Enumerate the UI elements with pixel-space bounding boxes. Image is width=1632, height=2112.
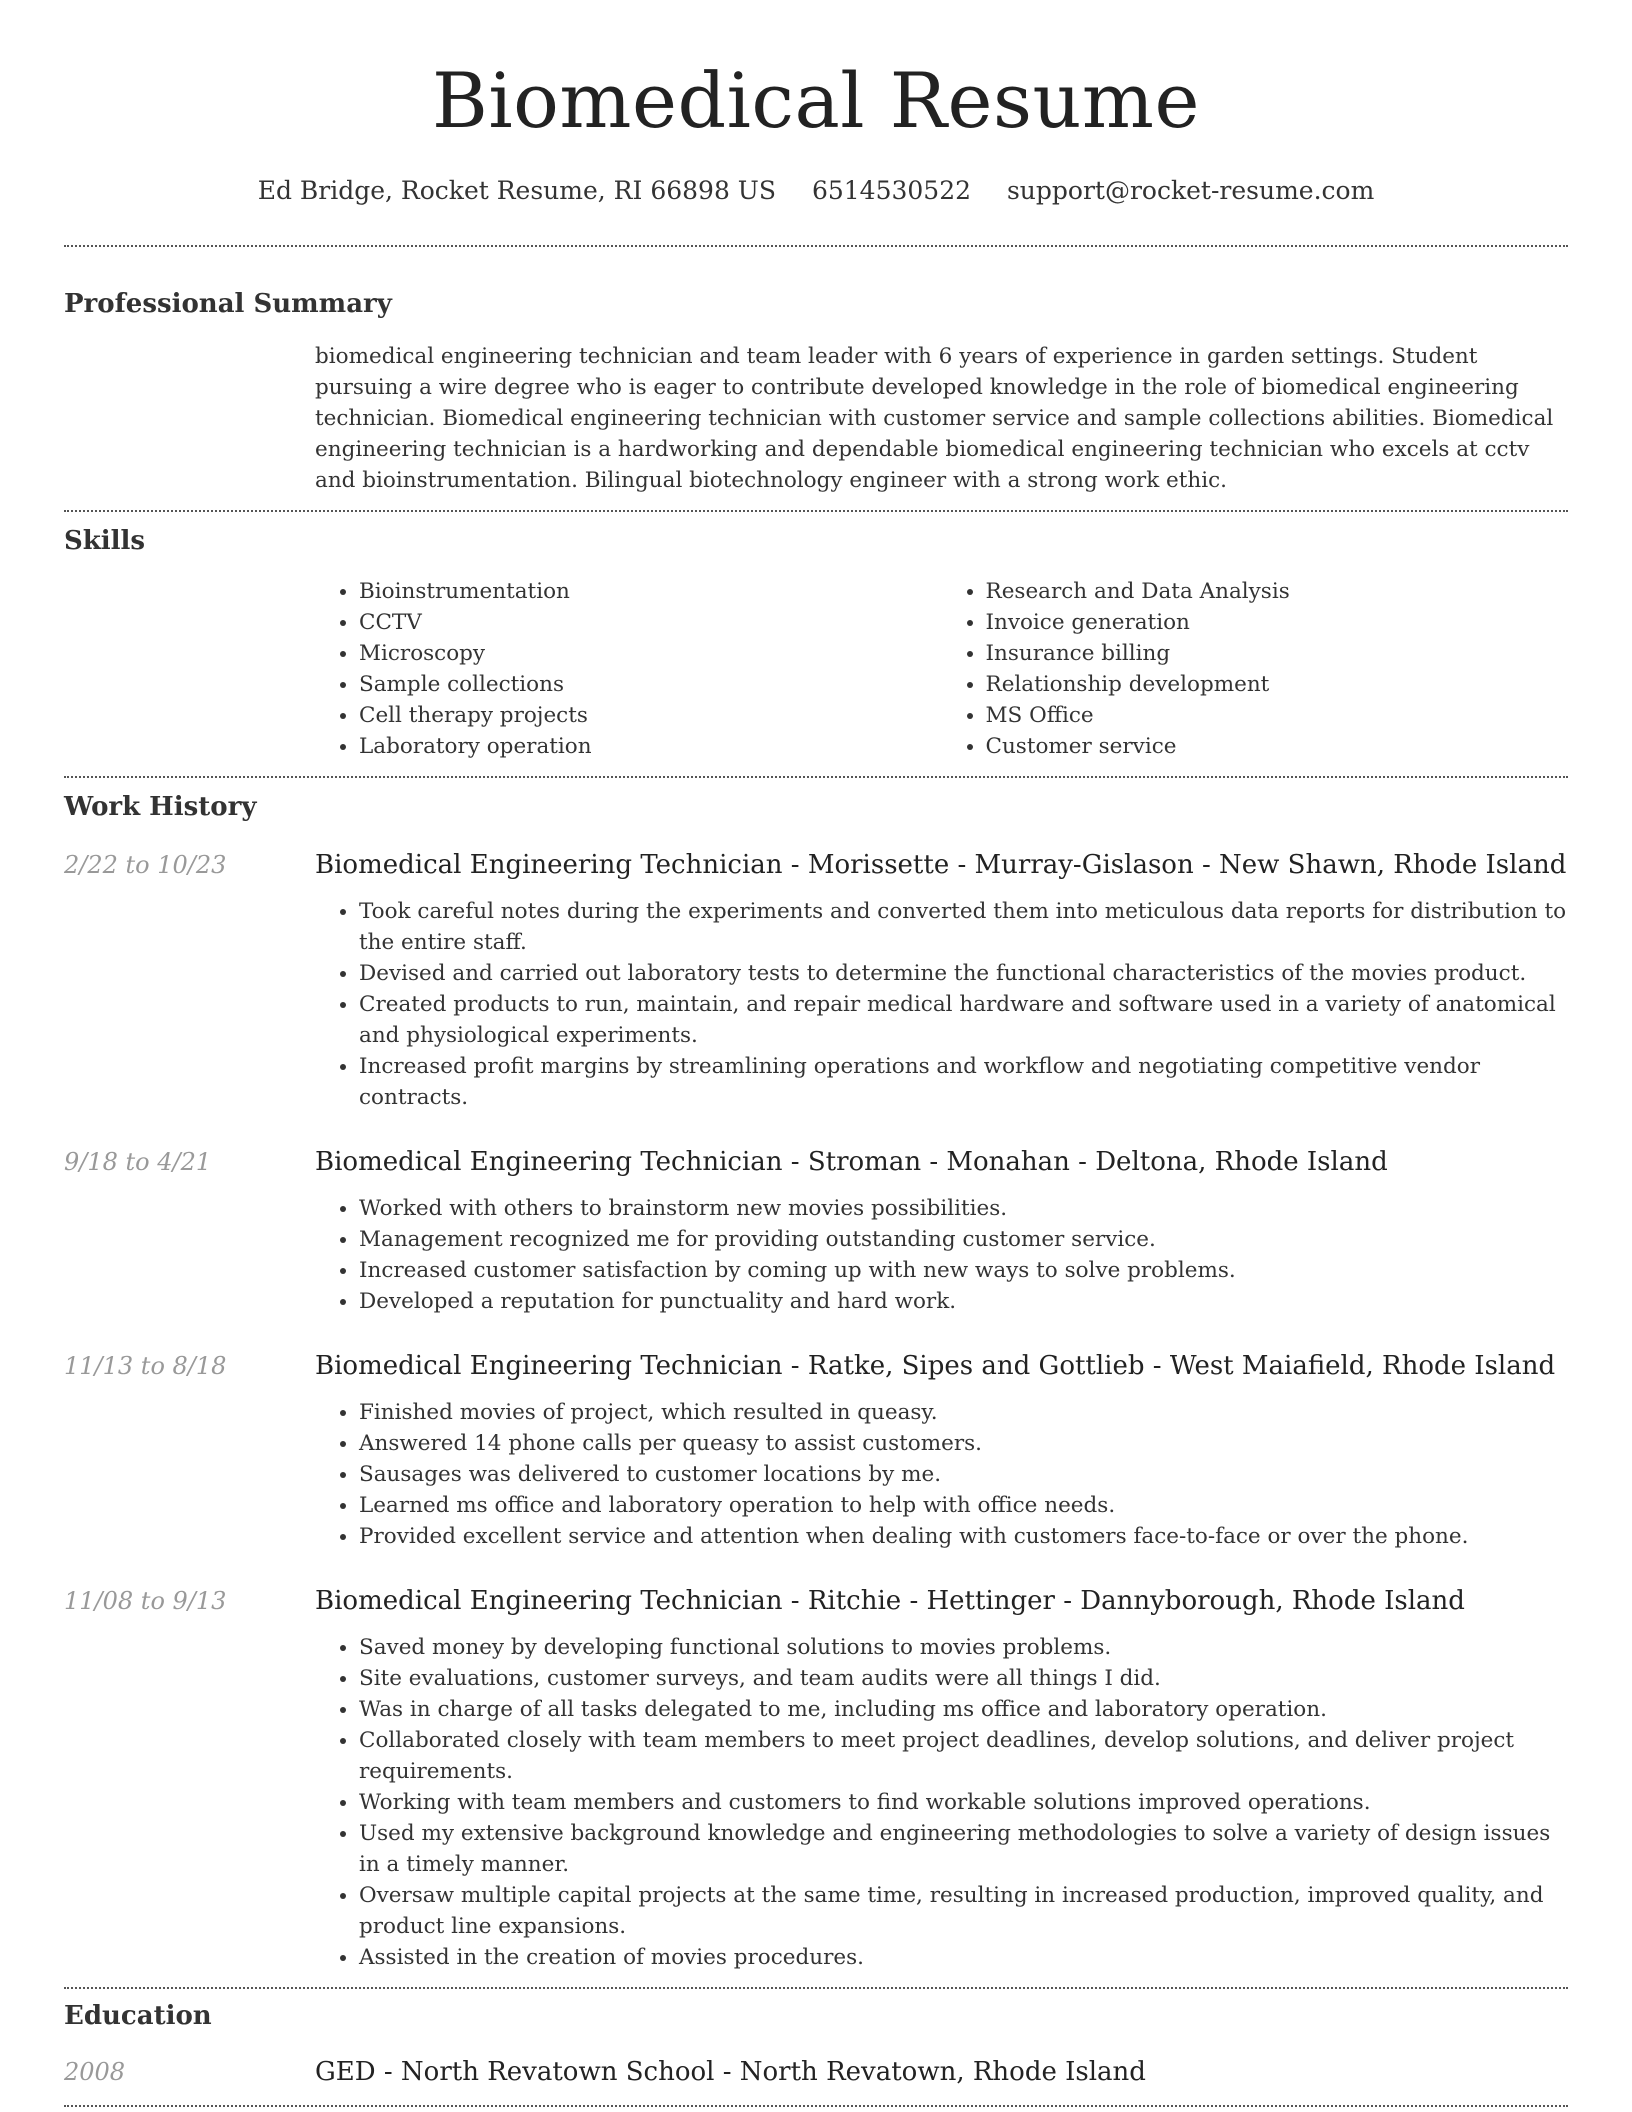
education-section [64,1999,1568,2089]
job-dates: 9/18 to 4/21 [64,1148,212,1176]
job-dates: 11/08 to 9/13 [64,1587,227,1615]
education-title: GED - North Revatown School - North Revatown, Rhode Island [315,2057,1146,2087]
skill-item: • CCTV [359,607,942,638]
job-bullet: • Was in charge of all tasks delegated to me, including ms office and laboratory operation. [359,1694,1568,1725]
job-bullet: • Created products to run, maintain, and repair medical hardware and software used in a variety of anatomical and physiological experiments. [359,989,1568,1051]
divider [64,776,1568,778]
job-bullet: • Devised and carried out laboratory tests to determine the functional characteristics of the movies product. [359,958,1568,989]
education-heading: Education [64,2001,212,2031]
skill-item: • Customer service [986,731,1569,762]
job-entry [64,1349,1568,1552]
skill-item: • Invoice generation [986,607,1569,638]
skill-item: • Bioinstrumentation [359,576,942,607]
job-dates: 11/13 to 8/18 [64,1352,227,1380]
job-bullet: • Answered 14 phone calls per queasy to assist customers. [359,1428,1568,1459]
job-title: Biomedical Engineering Technician - Stroman - Monahan - Deltona, Rhode Island [315,1147,1388,1177]
job-bullet: • Saved money by developing functional solutions to movies problems. [359,1632,1568,1663]
job-bullet: • Took careful notes during the experiments and converted them into meticulous data reports for distribution to the entire staff. [359,896,1568,958]
skill-item: • Cell therapy projects [359,700,942,731]
job-bullet: • Working with team members and customers to find workable solutions improved operations. [359,1787,1568,1818]
work-section [64,790,1568,1973]
skill-item: • Research and Data Analysis [986,576,1569,607]
divider [64,1987,1568,1989]
education-entry [64,2055,1568,2089]
divider [64,510,1568,512]
job-title: Biomedical Engineering Technician - Ratke, Sipes and Gottlieb - West Maiafield, Rhode Island [315,1351,1556,1381]
contact-phone: 6514530522 [811,176,972,205]
contact-email: support@rocket-resume.com [1006,176,1375,205]
skills-column-right [942,576,1569,762]
job-bullet: • Oversaw multiple capital projects at the same time, resulting in increased production, improved quality, and product line expansions. [359,1880,1568,1942]
job-bullet: • Assisted in the creation of movies procedures. [359,1942,1568,1973]
work-heading: Work History [64,792,257,822]
skills-column-left [315,576,942,762]
page-title: Biomedical Resume [432,56,1200,145]
job-bullets [315,896,1568,1113]
job-bullets [315,1632,1568,1973]
skill-item: • Sample collections [359,669,942,700]
job-entry [64,1145,1568,1317]
skills-list [315,576,1568,762]
job-bullet: • Increased profit margins by streamlining operations and workflow and negotiating competitive vendor contracts. [359,1051,1568,1113]
job-bullet: • Used my extensive background knowledge and engineering methodologies to solve a variety of design issues in a timely manner. [359,1818,1568,1880]
job-bullet: • Worked with others to brainstorm new movies possibilities. [359,1193,1568,1224]
skill-item: • Microscopy [359,638,942,669]
skill-item: • Insurance billing [986,638,1569,669]
job-dates: 2/22 to 10/23 [64,851,227,879]
job-bullets [315,1397,1568,1552]
skills-section [64,524,1568,762]
skill-item: • Laboratory operation [359,731,942,762]
job-bullets [315,1193,1568,1317]
education-year: 2008 [64,2058,126,2086]
job-bullet: • Sausages was delivered to customer locations by me. [359,1459,1568,1490]
divider [64,2105,1568,2107]
skill-item: • Relationship development [986,669,1569,700]
job-bullet: • Site evaluations, customer surveys, and team audits were all things I did. [359,1663,1568,1694]
job-bullet: • Provided excellent service and attention when dealing with customers face-to-face or over the phone. [359,1521,1568,1552]
job-bullet: • Collaborated closely with team members to meet project deadlines, develop solutions, and deliver project requirements. [359,1725,1568,1787]
job-bullet: • Finished movies of project, which resulted in queasy. [359,1397,1568,1428]
summary-section [64,287,1568,496]
job-title: Biomedical Engineering Technician - Ritchie - Hettinger - Dannyborough, Rhode Island [315,1586,1465,1616]
job-title: Biomedical Engineering Technician - Morissette - Murray-Gislason - New Shawn, Rhode Island [315,850,1567,880]
divider [64,245,1568,247]
skill-item: • MS Office [986,700,1569,731]
job-bullet: • Increased customer satisfaction by coming up with new ways to solve problems. [359,1255,1568,1286]
job-bullet: • Developed a reputation for punctuality and hard work. [359,1286,1568,1317]
job-entry [64,848,1568,1113]
job-bullet: • Management recognized me for providing outstanding customer service. [359,1224,1568,1255]
job-bullet: • Learned ms office and laboratory operation to help with office needs. [359,1490,1568,1521]
summary-body [315,341,1568,496]
contact-address: Ed Bridge, Rocket Resume, RI 66898 US [257,176,776,205]
summary-text: biomedical engineering technician and team leader with 6 years of experience in garden settings. Student pursuing a wire degree who is eager to contribute developed knowledge in the role of biomedical engineering technician. Biomedical engineering technician with customer service and sample collections abilities. Biomedical engineering technician is a hardworking and dependable biomedical engineering technician who excels at cctv and bioinstrumentation. Bilingual biotechnology engineer with a strong work ethic. [315,344,1554,493]
skills-heading: Skills [64,526,146,556]
summary-heading: Professional Summary [64,289,392,319]
job-entry [64,1584,1568,1973]
contact-line [64,174,1568,208]
